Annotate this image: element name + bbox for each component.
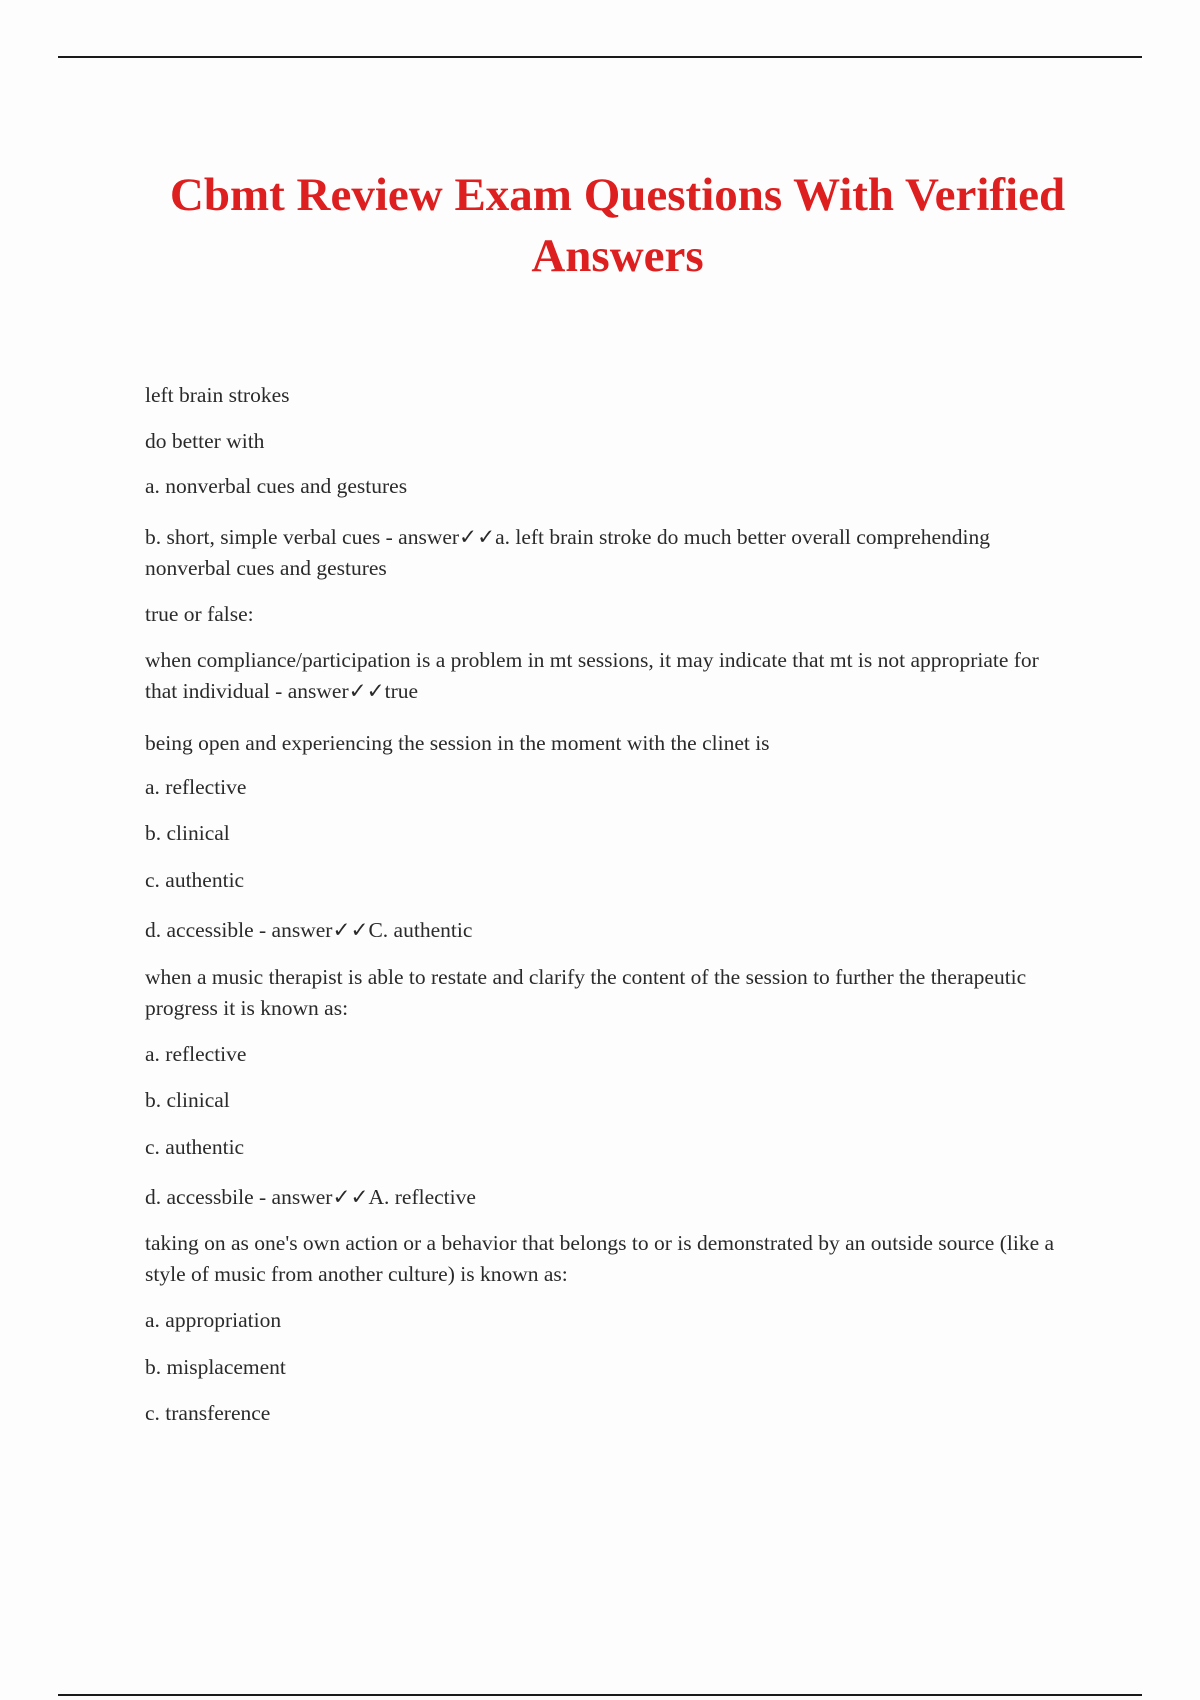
text-line: taking on as one's own action or a behavior that belongs to or is demonstrated by an outside source (like a style of music from another culture) is known as: [145, 1231, 1055, 1286]
text-line: c. authentic [145, 1135, 245, 1159]
text-line: b. clinical [145, 1088, 230, 1112]
document-title: Cbmt Review Exam Questions With Verified Answers [169, 169, 1066, 282]
text-line: b. misplacement [145, 1355, 286, 1379]
text-line: a. nonverbal cues and gestures [145, 474, 408, 498]
text-line: when a music therapist is able to restate and clarify the content of the session to further the therapeutic progress it is known as: [145, 965, 1027, 1020]
text-line: a. reflective [145, 775, 247, 799]
header-rule [58, 56, 1142, 58]
text-line: c. transference [145, 1401, 271, 1425]
footer-rule [58, 1694, 1142, 1696]
text-line: when compliance/participation is a problem in mt sessions, it may indicate that mt is not appropriate for that individual - answer✓✓true [145, 648, 1039, 703]
text-line: d. accessbile - answer✓✓A. reflective [145, 1185, 476, 1209]
text-line: a. appropriation [145, 1308, 282, 1332]
text-line: a. reflective [145, 1042, 247, 1066]
text-line: being open and experiencing the session in the moment with the clinet is [145, 731, 770, 755]
text-line: c. authentic [145, 868, 245, 892]
text-line: d. accessible - answer✓✓C. authentic [145, 918, 473, 942]
text-line: do better with [145, 429, 265, 453]
text-line: left brain strokes [145, 383, 290, 407]
text-line: true or false: [145, 602, 254, 626]
text-line: b. clinical [145, 821, 230, 845]
text-line: b. short, simple verbal cues - answer✓✓a. left brain stroke do much better overall comprehending nonverbal cues and gestures [145, 525, 990, 580]
